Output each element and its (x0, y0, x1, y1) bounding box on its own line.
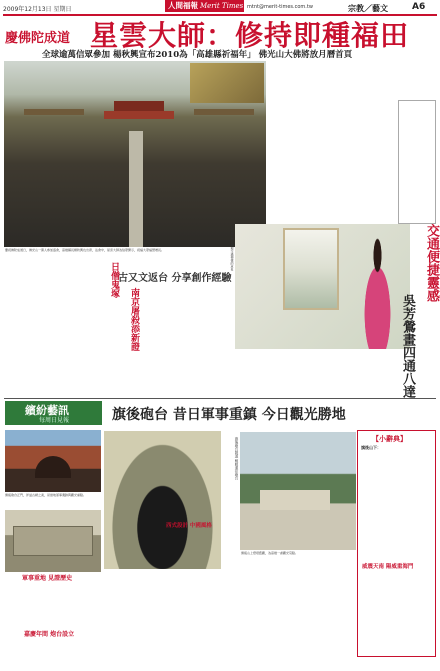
fort-wall-photo (5, 510, 101, 572)
issue-date: 2009年12月13日 星期日 (3, 6, 72, 13)
tunnel-caption: 旗後砲台隧道 蜿蜒通往砲台 (235, 437, 239, 481)
ancient-article-title: 古又文返台 分享創作經驗 (118, 273, 232, 284)
dictionary-title: 【小辭典】 (372, 435, 407, 443)
artist-figure (355, 232, 400, 349)
fort-headline: 旗後砲台 昔日軍事重鎮 今日觀光勝地 (112, 407, 346, 423)
exhibit-title: 交通便捷靈感 (424, 224, 439, 302)
painting-photo (235, 224, 410, 349)
jp-article-title: 日僧鬼塚 (109, 262, 119, 298)
main-photo-caption: 慶祝佛陀成道日，佛光山一萬人參加盛會，高雄縣長楊秋興也出席，法會中，星雲大師為信眾開示，祝福大眾福慧增長。 (5, 248, 165, 252)
fort-gate-photo (5, 430, 101, 492)
main-headline: 星雲大師：修持即種福田 (90, 19, 410, 52)
dictionary-box (357, 430, 436, 657)
fort-subhead-1: 軍事重地 見證歷史 (22, 575, 73, 582)
headline-kicker: 慶佛陀成道 (5, 31, 71, 46)
painting-caption: 吳芳鶯以畫作展現交通便捷的意象 (230, 226, 234, 271)
banner-title: 繽紛藝訊 (25, 404, 69, 417)
logo-cn: 人間福報 (168, 1, 198, 10)
painting-frame (283, 228, 339, 310)
section-divider (4, 398, 436, 399)
banner-subtitle: 每周日見報 (39, 417, 70, 424)
dictionary-subtitle: 旗後山下： (361, 445, 381, 450)
page-number: A6 (412, 2, 426, 12)
gate-caption: 旗後山上燈塔舊觀，為高雄一處觀光景點。 (241, 551, 299, 555)
fort-subhead-2: 嘉慶年間 炮台設立 (24, 631, 75, 638)
fort-caption: 旗後砲台正門，洋溢古樸之美，是當地軍事遺跡與觀光重點。 (5, 493, 87, 497)
gate-photo (240, 432, 356, 550)
jp-article-subtitle: 南京屠殺添新證 (129, 288, 139, 351)
sub-headline: 全球逾萬信眾參加 楊秋興宣布2010為「高雄縣祈福年」 佛光山大佛將放月曆首頁 (42, 50, 353, 60)
newspaper-logo (165, 0, 244, 12)
logo-en: Merit Times (200, 2, 244, 10)
section-name: 宗教／藝文 (348, 4, 388, 13)
arts-banner (5, 401, 102, 425)
fort-subhead-3: 西式設計 中國風格 (166, 523, 212, 529)
email-address: mtnt@merit-times.com.tw (247, 4, 313, 10)
ceremony-photo (4, 61, 266, 247)
exhibit-subtitle: 吳芳鶯畫四通八達 (400, 294, 415, 398)
dictionary-subhead: 威震天南 陽威重海門 (362, 564, 414, 570)
tunnel-photo (104, 431, 221, 569)
sidebar-box (398, 100, 436, 224)
